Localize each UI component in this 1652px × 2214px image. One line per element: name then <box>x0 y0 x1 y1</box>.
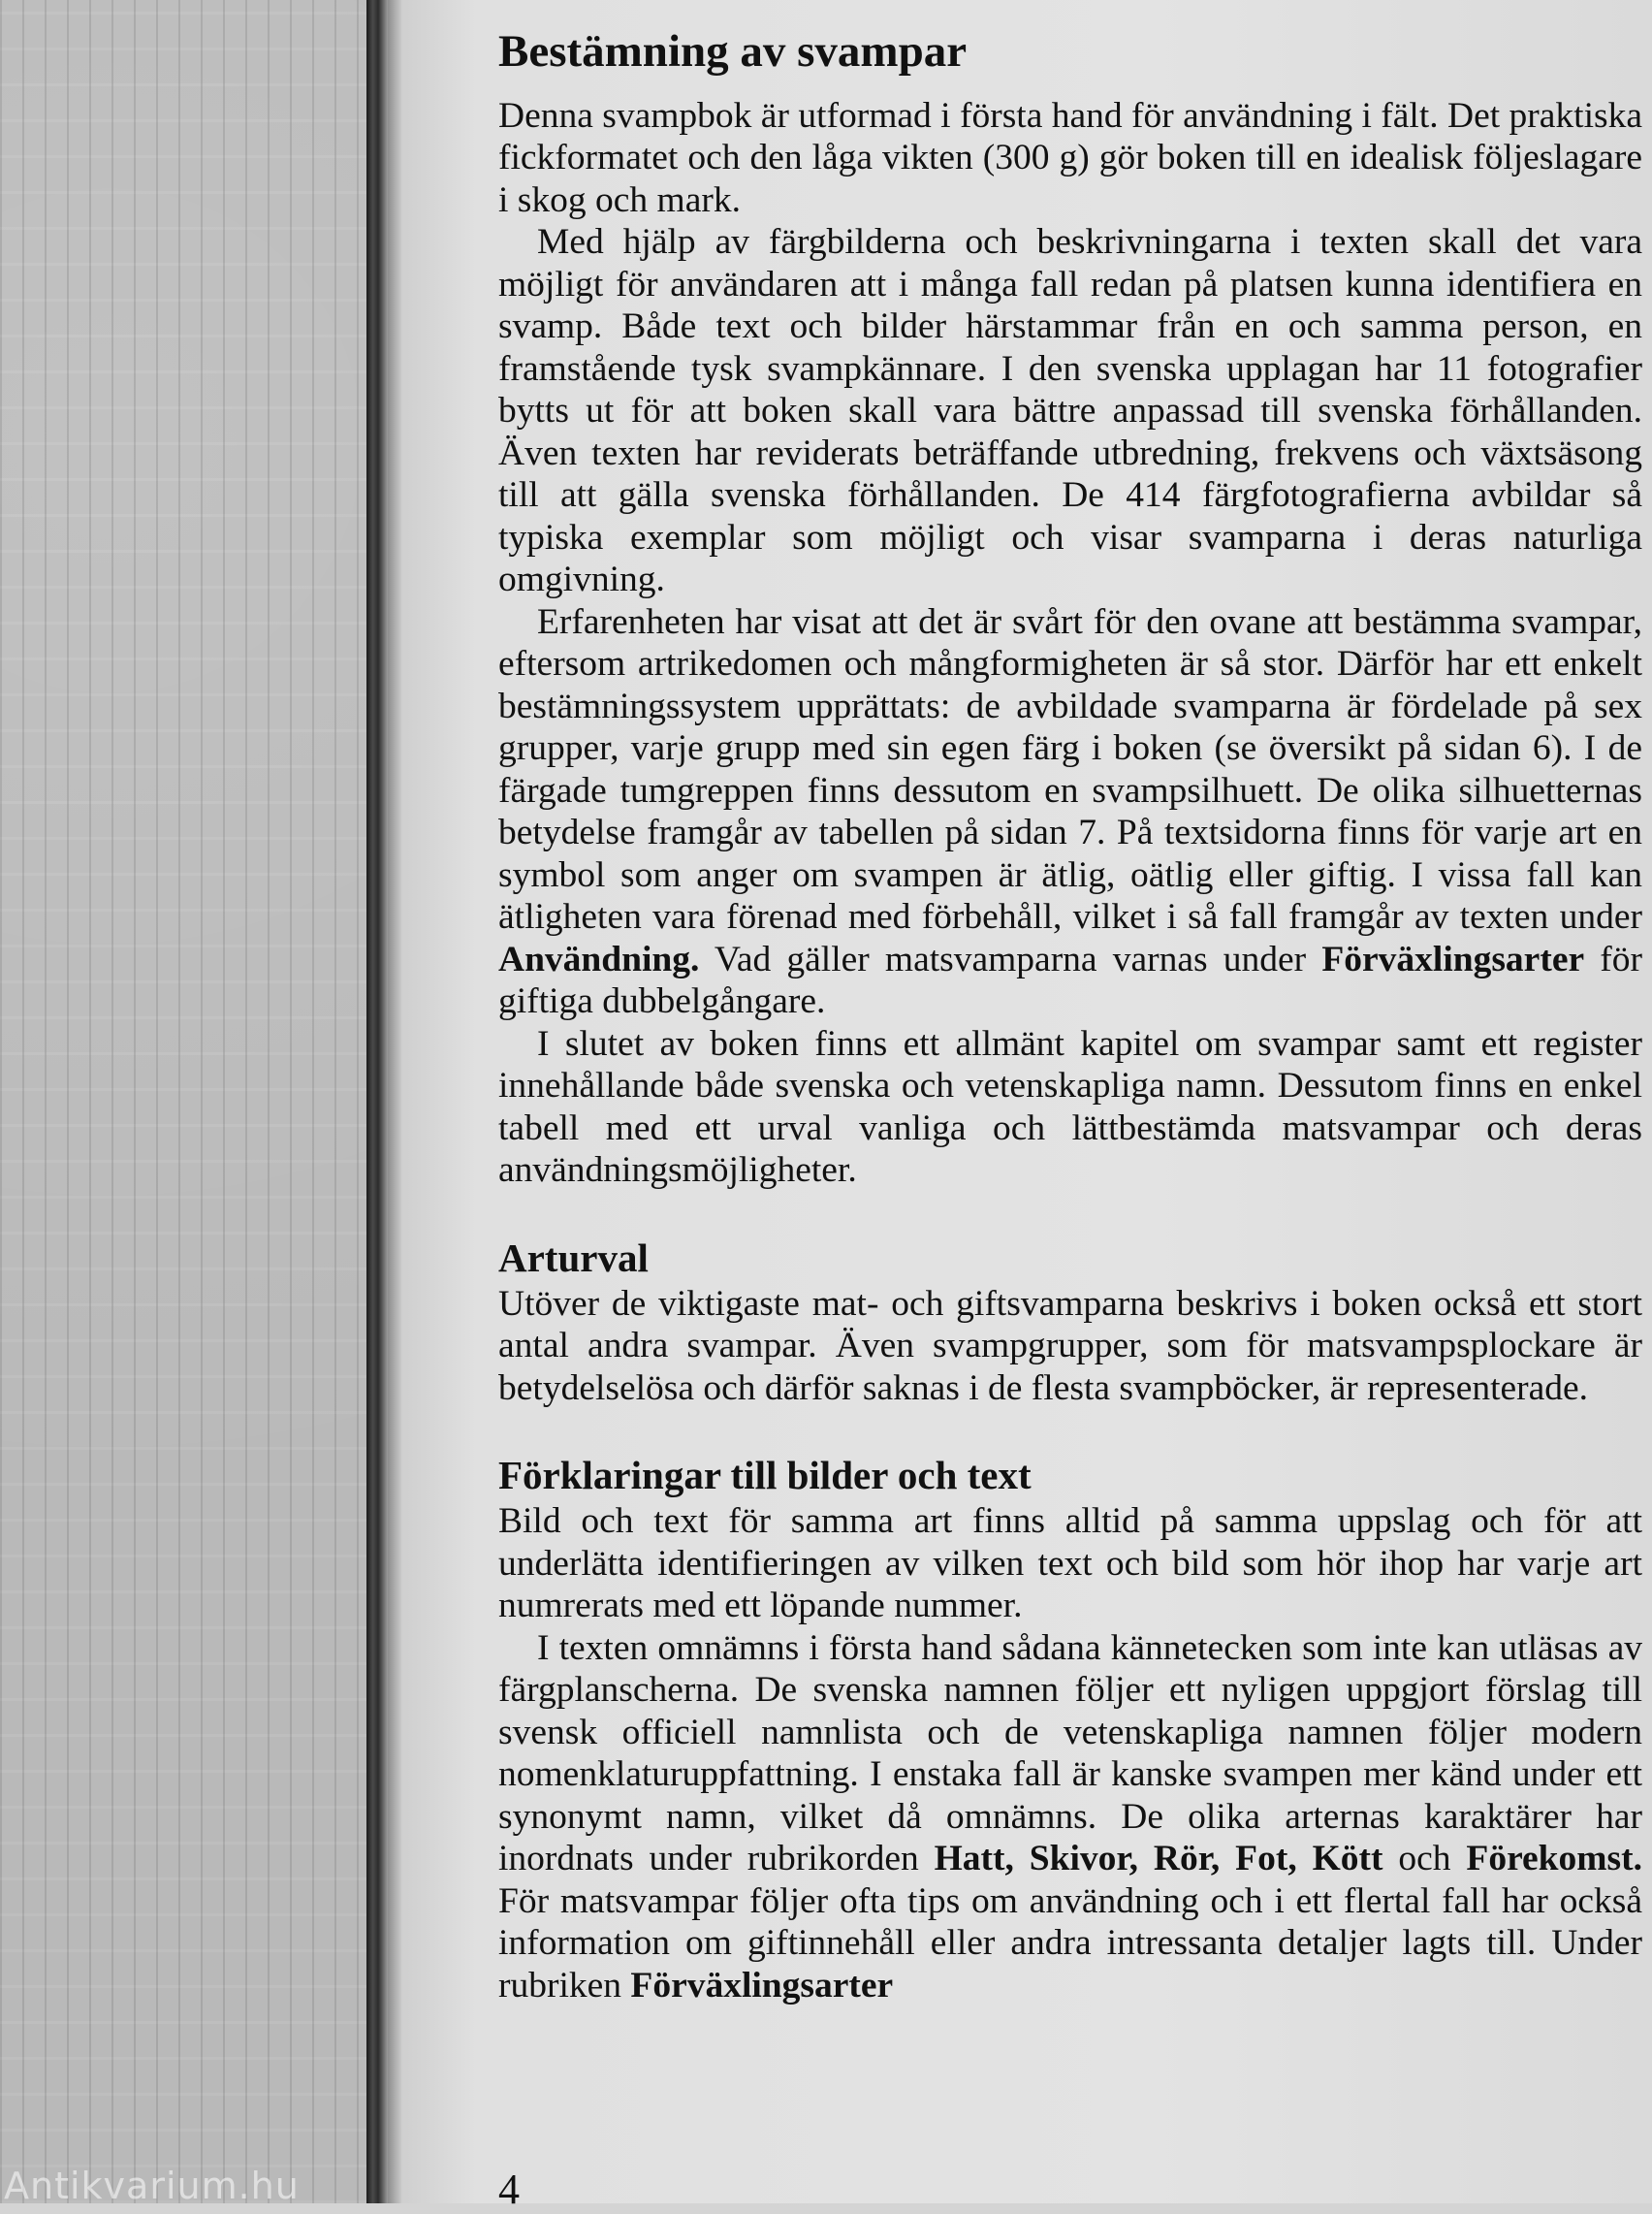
book-cover <box>0 0 366 2203</box>
paragraph: Bild och text för samma art finns alltid på samma uppslag och för att underlätta identifieringen av vilken text och bild som hör ihop har varje art numrerats med ett löpande nummer. <box>498 1501 1642 1625</box>
paragraph-text: Vad gäller matsvamparna varnas under <box>699 939 1322 979</box>
watermark: Antikvarium.hu <box>4 2165 300 2207</box>
book-page <box>401 0 1652 2213</box>
book-spine <box>366 0 388 2203</box>
page-edge <box>388 0 401 2203</box>
bold-term: Användning. <box>498 939 700 979</box>
paragraph-text: För matsvampar följer ofta tips om användning och i ett flertal fall har också information om giftinnehåll eller andra intressanta detaljer lagts till. Under rubriken <box>498 1880 1642 2005</box>
bold-term: Hatt, Skivor, Rör, Fot, Kött <box>934 1839 1383 1878</box>
paragraph: Denna svampbok är utformad i första hand för användning i fält. Det praktiska fickformatet och den låga vikten (300 g) gör boken till en idealisk följeslagare i skog och mark. <box>498 95 1642 220</box>
paragraph: Med hjälp av färgbilderna och beskrivningarna i texten skall det vara möjligt för användaren att i många fall redan på platsen kunna identifiera en svamp. Både text och bilder härstammar från en och samma person, en framstående tysk svampkännare. I den svenska upplagan har 11 fotografier bytts ut för att boken skall vara bättre anpassad till svenska förhållanden. Även texten har reviderats beträffande utbredning, frekvens och växtsäsong till att gälla svenska förhållanden. De 414 färgfotografierna avbildar så typiska exemplar som möjligt och visar svamparna i deras naturliga omgivning. <box>498 222 1642 600</box>
bold-term: Förekomst. <box>1466 1839 1642 1878</box>
section-gap <box>498 1192 1642 1236</box>
paragraph <box>498 601 1642 1023</box>
page-number: 4 <box>498 2166 520 2213</box>
paragraph-text: för giftiga dubbelgångare. <box>498 939 1643 1022</box>
bold-term: Förväxlingsarter <box>630 1965 894 2005</box>
section-title-forklaringar: Förklaringar till bilder och text <box>498 1453 1032 1498</box>
paragraph-text: I texten omnämns i första hand sådana kännetecken som inte kan utläsas av färgplanscherna. De svenska namnen följer ett nyligen uppgjort förslag till svensk officiell namnlista och de vetenskapliga namnen följer modern nomenklaturuppfattning. I enstaka fall är kanske svampen mer känd under ett synonymt namn, vilket då omnämns. De olika arternas karaktärer har inordnats under rubrikorden <box>498 1627 1642 1878</box>
paragraph <box>498 1627 1642 2007</box>
page-content <box>498 27 1642 2006</box>
paragraph-text: och <box>1382 1839 1467 1878</box>
section-title-bestamning: Bestämning av svampar <box>498 26 968 77</box>
paragraph: Utöver de viktigaste mat- och giftsvamparna beskrivs i boken också ett stort antal andra svampar. Även svampgrupper, som för matsvampsplockare är betydelselösa och därför saknas i de flesta svampböcker, är representerade. <box>498 1283 1642 1408</box>
paragraph: I slutet av boken finns ett allmänt kapitel om svampar samt ett register innehållande både svenska och vetenskapliga namn. Dessutom finns en enkel tabell med ett urval vanliga och lättbestämda matsvampar och deras användningsmöjligheter. <box>498 1023 1642 1191</box>
paragraph-text: Erfarenheten har visat att det är svårt för den ovane att bestämma svampar, eftersom artrikedomen och mångformigheten är så stor. Därför har ett enkelt bestämningssystem upprättats: de avbildade svamparna är fördelade på sex grupper, varje grupp med sin egen färg i boken (se översikt på sidan 6). I de färgade tumgreppen finns dessutom en svampsilhuett. De olika silhuetternas betydelse framgår av tabellen på sidan 7. På textsidorna finns för varje art en symbol som anger om svampen är ätlig, oätlig eller giftig. I vissa fall kan ätligheten vara förenad med förbehåll, vilket i så fall framgår av texten under <box>498 601 1642 938</box>
section-title-arturval: Arturval <box>498 1235 649 1280</box>
bold-term: Förväxlingsarter <box>1321 939 1585 979</box>
section-gap <box>498 1409 1642 1454</box>
